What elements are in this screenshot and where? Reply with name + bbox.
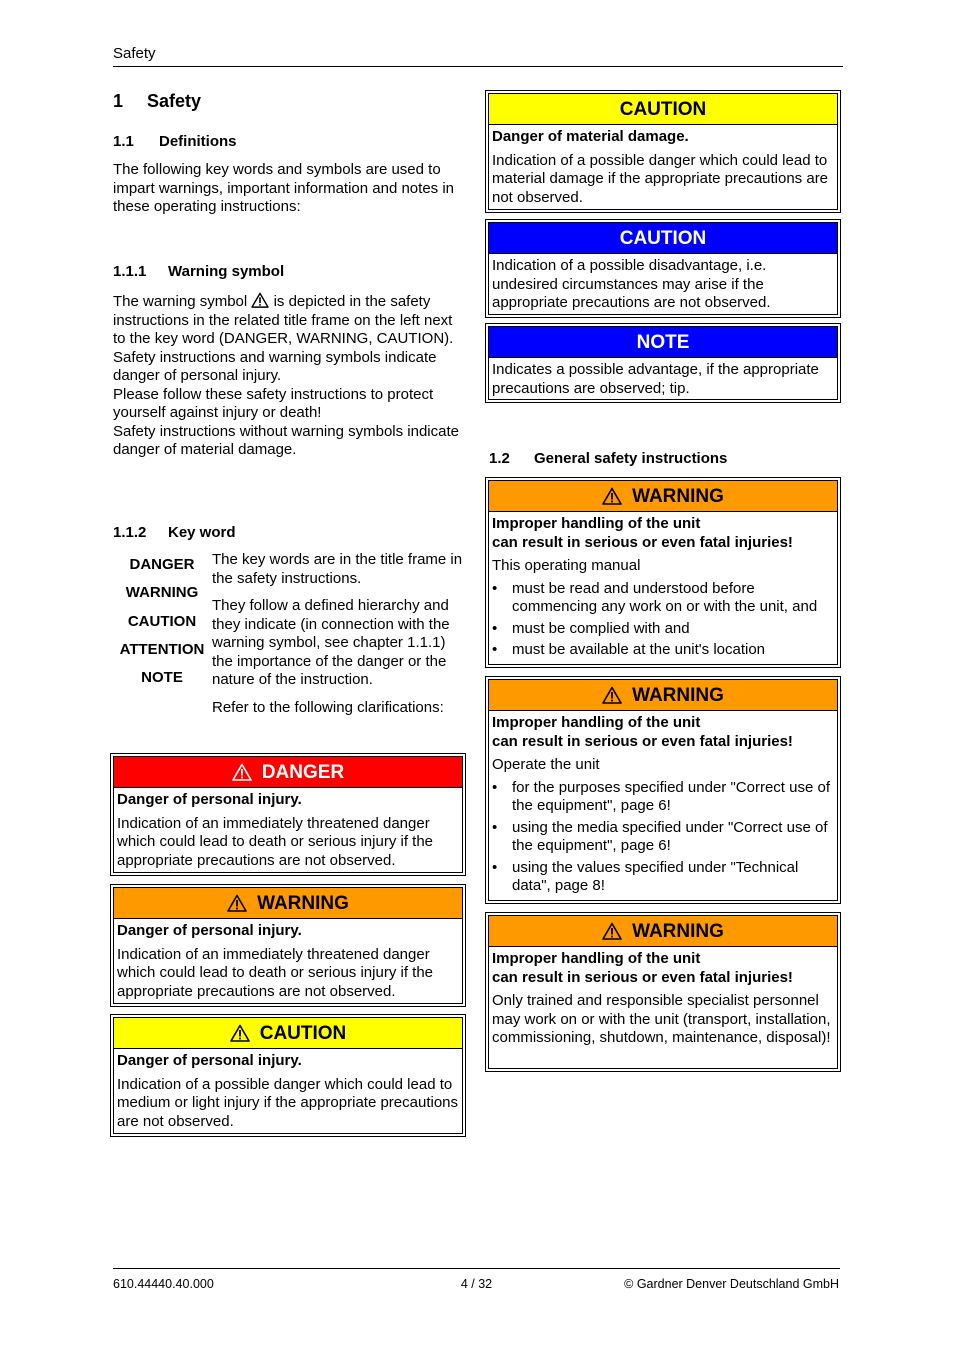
- box-lead: [492, 950, 834, 987]
- box-title: DANGER: [261, 761, 345, 783]
- list-item: • must be complied with and: [492, 620, 834, 639]
- list-item: • for the purposes specified under "Correct use of the equipment", page 6!: [492, 779, 834, 816]
- warning-symbol-para-3: Please follow these safety instructions to protect yourself against injury or death!: [113, 385, 434, 421]
- box-title: WARNING: [632, 920, 724, 942]
- box-lead: Danger of personal injury.: [117, 922, 302, 939]
- heading-1-1-1: [113, 263, 284, 282]
- lead-line: can result in serious or even fatal injuries!: [492, 732, 793, 750]
- keyword-note: NOTE: [141, 669, 183, 687]
- box-title: WARNING: [632, 684, 724, 706]
- box-text: Indication of a possible danger which could lead to material damage if the appropriate precautions are not observed.: [492, 151, 829, 206]
- keyword-list: [113, 556, 211, 697]
- keyword-warning: WARNING: [125, 584, 199, 602]
- box-text: Indicates a possible advantage, if the appropriate precautions are observed; tip.: [492, 361, 819, 397]
- footer-rule: [113, 1268, 840, 1269]
- list-item: • using the values specified under "Technical data", page 8!: [492, 859, 834, 896]
- box-intro: This operating manual: [492, 557, 641, 574]
- heading-title: Safety: [147, 91, 202, 111]
- box-lead: Danger of personal injury.: [117, 791, 302, 808]
- lead-line: Improper handling of the unit: [492, 950, 701, 967]
- keyword-description: [212, 551, 470, 717]
- warning-title-bar: [489, 481, 837, 512]
- lead-line: Improper handling of the unit: [492, 714, 701, 731]
- warning-title-bar: [489, 916, 837, 947]
- heading-1: [113, 92, 201, 111]
- warning-symbol-text: [113, 292, 469, 460]
- lead-line: Improper handling of the unit: [492, 515, 701, 532]
- warning-triangle-icon: [602, 686, 622, 704]
- heading-1-2: [489, 450, 727, 469]
- warning-triangle-icon: [232, 763, 252, 781]
- heading-title: Key word: [168, 524, 236, 541]
- warning-triangle-icon: [602, 922, 622, 940]
- box-title: CAUTION: [619, 98, 707, 120]
- caution-blue-title-bar: [489, 223, 837, 254]
- warning-triangle-icon: [227, 894, 247, 912]
- text-part: is depicted in the safety instructions in the related title frame on the left next to the key word (DANGER, WARNING, CAUTION).: [113, 293, 454, 347]
- heading-number: 1.2: [489, 450, 510, 467]
- warning-title-bar: [489, 680, 837, 711]
- running-header: Safety: [113, 45, 156, 62]
- warning-title-bar: [114, 888, 462, 919]
- danger-box: [110, 753, 466, 876]
- box-text: Indication of a possible disadvantage, i.e. undesired circumstances may arise if the appropriate precautions are not observed.: [492, 257, 771, 311]
- note-title-bar: [489, 327, 837, 358]
- keyword-attention: ATTENTION: [119, 640, 205, 658]
- box-intro: Only trained and responsible specialist personnel may work on or with the unit (transport, installation, commissioning, shutdown, maintenance, disposal)!: [492, 992, 831, 1046]
- heading-1-1: [113, 133, 237, 152]
- bullet-list: [492, 580, 834, 660]
- footer-copyright: © Gardner Denver Deutschland GmbH: [624, 1277, 839, 1291]
- lead-line: can result in serious or even fatal injuries!: [492, 533, 793, 551]
- warning-manual-box: [485, 477, 841, 668]
- keyword-para-3: Refer to the following clarifications:: [212, 698, 444, 716]
- heading-number: 1.1.2: [113, 524, 147, 541]
- heading-title: Definitions: [159, 133, 237, 150]
- heading-number: 1: [113, 91, 124, 111]
- box-lead: Danger of material damage.: [492, 128, 689, 145]
- header-rule: [113, 66, 843, 67]
- caution-material-box: [485, 90, 841, 213]
- heading-title: General safety instructions: [534, 450, 728, 467]
- box-text: Indication of an immediately threatened danger which could lead to death or serious injury if the appropriate precautions are not observed.: [117, 814, 434, 869]
- box-lead: [492, 515, 834, 552]
- box-title: NOTE: [636, 331, 690, 353]
- footer-page-number: 4 / 32: [460, 1277, 493, 1291]
- warning-symbol-para-4: Safety instructions without warning symbols indicate danger of material damage.: [113, 422, 459, 458]
- keyword-danger: DANGER: [129, 556, 195, 573]
- lead-line: can result in serious or even fatal injuries!: [492, 968, 793, 986]
- heading-number: 1.1: [113, 133, 134, 150]
- text-part: The warning symbol: [113, 293, 248, 310]
- box-title: WARNING: [632, 485, 724, 507]
- warning-triangle-icon: [230, 1024, 250, 1042]
- bullet-list: [492, 779, 834, 896]
- warning-symbol-para-1: [113, 292, 469, 349]
- keyword-caution: CAUTION: [127, 612, 197, 630]
- box-text: Indication of an immediately threatened danger which could lead to death or serious injury if the appropriate precautions are not observed.: [117, 945, 434, 1000]
- heading-1-1-2: [113, 524, 236, 543]
- footer-docnum: 610.44440.40.000: [113, 1277, 214, 1291]
- box-lead: Danger of personal injury.: [117, 1052, 302, 1069]
- heading-title: Warning symbol: [168, 263, 285, 280]
- keyword-para-2: They follow a defined hierarchy and they indicate (in connection with the warning symbol, see chapter 1.1.1) the importance of the danger or the nature of the instruction.: [212, 597, 450, 688]
- box-intro: Operate the unit: [492, 756, 600, 773]
- definitions-intro: The following key words and symbols are used to impart warnings, important information and notes in these operating instructions:: [113, 161, 455, 215]
- list-item: • must be available at the unit's location: [492, 641, 834, 660]
- note-box: [485, 323, 841, 403]
- heading-number: 1.1.1: [113, 263, 147, 280]
- warning-operate-box: [485, 676, 841, 904]
- warning-symbol-para-2: Safety instructions and warning symbols indicate danger of personal injury.: [113, 348, 437, 384]
- warning-triangle-icon: [251, 292, 269, 308]
- danger-title-bar: [114, 757, 462, 788]
- box-title: CAUTION: [259, 1022, 347, 1044]
- box-text: Indication of a possible danger which could lead to medium or light injury if the appropriate precautions are not observed.: [117, 1075, 459, 1130]
- caution-box: [110, 1014, 466, 1137]
- box-lead: [492, 714, 834, 751]
- caution-title-bar: [489, 94, 837, 125]
- keyword-para-1: The key words are in the title frame in the safety instructions.: [212, 551, 463, 587]
- caution-blue-box: [485, 219, 841, 318]
- box-title: CAUTION: [619, 227, 707, 249]
- list-item: • must be read and understood before commencing any work on or with the unit, and: [492, 580, 834, 617]
- warning-triangle-icon: [602, 487, 622, 505]
- warning-personnel-box: [485, 912, 841, 1072]
- warning-box: [110, 884, 466, 1007]
- box-title: WARNING: [257, 892, 349, 914]
- list-item: • using the media specified under "Correct use of the equipment", page 6!: [492, 819, 834, 856]
- caution-title-bar: [114, 1018, 462, 1049]
